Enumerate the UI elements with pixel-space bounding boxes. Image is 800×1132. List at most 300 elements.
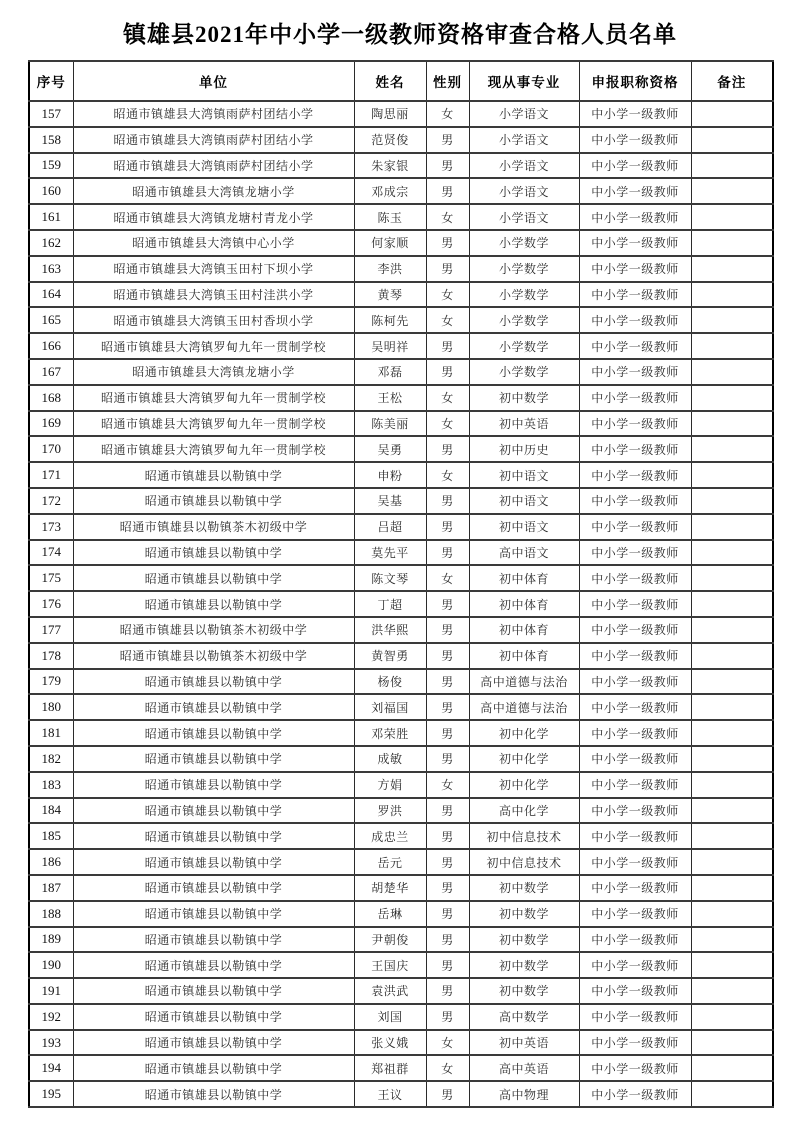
- subject-cell: 高中道德与法治: [469, 669, 579, 695]
- serial-cell: 171: [29, 462, 73, 488]
- header-unit: 单位: [73, 61, 354, 101]
- remark-cell: [691, 411, 773, 437]
- name-cell: 申粉: [354, 462, 426, 488]
- unit-cell: 昭通市镇雄县大湾镇罗甸九年一贯制学校: [73, 333, 354, 359]
- qualification-cell: 中小学一级教师: [579, 385, 691, 411]
- subject-cell: 初中化学: [469, 772, 579, 798]
- table-row: [29, 385, 773, 411]
- subject-cell: 初中化学: [469, 720, 579, 746]
- qualification-cell: 中小学一级教师: [579, 927, 691, 953]
- table-row: [29, 669, 773, 695]
- subject-cell: 初中信息技术: [469, 823, 579, 849]
- unit-cell: 昭通市镇雄县以勒镇中学: [73, 1055, 354, 1081]
- gender-cell: 男: [426, 359, 469, 385]
- serial-cell: 187: [29, 875, 73, 901]
- gender-cell: 女: [426, 462, 469, 488]
- table-row: [29, 875, 773, 901]
- serial-cell: 173: [29, 514, 73, 540]
- gender-cell: 男: [426, 591, 469, 617]
- gender-cell: 男: [426, 256, 469, 282]
- name-cell: 黄琴: [354, 282, 426, 308]
- remark-cell: [691, 617, 773, 643]
- remark-cell: [691, 540, 773, 566]
- unit-cell: 昭通市镇雄县以勒镇中学: [73, 540, 354, 566]
- name-cell: 袁洪武: [354, 978, 426, 1004]
- unit-cell: 昭通市镇雄县以勒镇中学: [73, 1081, 354, 1107]
- table-row: [29, 1030, 773, 1056]
- qualification-cell: 中小学一级教师: [579, 591, 691, 617]
- remark-cell: [691, 488, 773, 514]
- name-cell: 丁超: [354, 591, 426, 617]
- qualification-cell: 中小学一级教师: [579, 1004, 691, 1030]
- gender-cell: 男: [426, 540, 469, 566]
- gender-cell: 男: [426, 643, 469, 669]
- table-row: [29, 101, 773, 127]
- header-row: [29, 61, 773, 101]
- serial-cell: 168: [29, 385, 73, 411]
- unit-cell: 昭通市镇雄县以勒镇茶木初级中学: [73, 617, 354, 643]
- name-cell: 尹朝俊: [354, 927, 426, 953]
- qualification-cell: 中小学一级教师: [579, 359, 691, 385]
- name-cell: 莫先平: [354, 540, 426, 566]
- remark-cell: [691, 1081, 773, 1107]
- table-row: [29, 849, 773, 875]
- table-row: [29, 823, 773, 849]
- gender-cell: 男: [426, 1004, 469, 1030]
- unit-cell: 昭通市镇雄县大湾镇玉田村下坝小学: [73, 256, 354, 282]
- subject-cell: 高中化学: [469, 798, 579, 824]
- remark-cell: [691, 643, 773, 669]
- subject-cell: 小学数学: [469, 256, 579, 282]
- table-row: [29, 204, 773, 230]
- qualification-cell: 中小学一级教师: [579, 307, 691, 333]
- serial-cell: 186: [29, 849, 73, 875]
- unit-cell: 昭通市镇雄县以勒镇中学: [73, 952, 354, 978]
- remark-cell: [691, 669, 773, 695]
- qualification-cell: 中小学一级教师: [579, 746, 691, 772]
- table-row: [29, 333, 773, 359]
- serial-cell: 189: [29, 927, 73, 953]
- table-row: [29, 772, 773, 798]
- unit-cell: 昭通市镇雄县以勒镇中学: [73, 901, 354, 927]
- unit-cell: 昭通市镇雄县以勒镇中学: [73, 849, 354, 875]
- qualification-cell: 中小学一级教师: [579, 720, 691, 746]
- subject-cell: 高中英语: [469, 1055, 579, 1081]
- unit-cell: 昭通市镇雄县以勒镇中学: [73, 720, 354, 746]
- gender-cell: 男: [426, 127, 469, 153]
- qualification-cell: 中小学一级教师: [579, 462, 691, 488]
- unit-cell: 昭通市镇雄县大湾镇雨萨村团结小学: [73, 127, 354, 153]
- qualification-cell: 中小学一级教师: [579, 1030, 691, 1056]
- qualification-cell: 中小学一级教师: [579, 127, 691, 153]
- subject-cell: 初中体育: [469, 617, 579, 643]
- name-cell: 陈玉: [354, 204, 426, 230]
- subject-cell: 小学数学: [469, 359, 579, 385]
- remark-cell: [691, 1055, 773, 1081]
- remark-cell: [691, 230, 773, 256]
- name-cell: 黄智勇: [354, 643, 426, 669]
- unit-cell: 昭通市镇雄县以勒镇中学: [73, 927, 354, 953]
- table-row: [29, 282, 773, 308]
- subject-cell: 高中物理: [469, 1081, 579, 1107]
- subject-cell: 初中体育: [469, 591, 579, 617]
- table-row: [29, 256, 773, 282]
- serial-cell: 184: [29, 798, 73, 824]
- gender-cell: 男: [426, 849, 469, 875]
- gender-cell: 男: [426, 978, 469, 1004]
- subject-cell: 高中语文: [469, 540, 579, 566]
- gender-cell: 男: [426, 669, 469, 695]
- name-cell: 罗洪: [354, 798, 426, 824]
- remark-cell: [691, 1004, 773, 1030]
- qualification-cell: 中小学一级教师: [579, 282, 691, 308]
- unit-cell: 昭通市镇雄县以勒镇中学: [73, 1004, 354, 1030]
- qualification-cell: 中小学一级教师: [579, 333, 691, 359]
- table-row: [29, 230, 773, 256]
- qualification-cell: 中小学一级教师: [579, 823, 691, 849]
- gender-cell: 女: [426, 101, 469, 127]
- serial-cell: 166: [29, 333, 73, 359]
- serial-cell: 192: [29, 1004, 73, 1030]
- unit-cell: 昭通市镇雄县大湾镇龙塘村青龙小学: [73, 204, 354, 230]
- header-gender: 性别: [426, 61, 469, 101]
- unit-cell: 昭通市镇雄县大湾镇玉田村洼洪小学: [73, 282, 354, 308]
- subject-cell: 小学语文: [469, 127, 579, 153]
- qualification-cell: 中小学一级教师: [579, 101, 691, 127]
- serial-cell: 167: [29, 359, 73, 385]
- name-cell: 邓荣胜: [354, 720, 426, 746]
- remark-cell: [691, 307, 773, 333]
- document-title: 镇雄县2021年中小学一级教师资格审查合格人员名单: [123, 22, 677, 47]
- gender-cell: 男: [426, 514, 469, 540]
- qualification-cell: 中小学一级教师: [579, 436, 691, 462]
- qualification-cell: 中小学一级教师: [579, 643, 691, 669]
- table-row: [29, 927, 773, 953]
- unit-cell: 昭通市镇雄县大湾镇雨萨村团结小学: [73, 153, 354, 179]
- serial-cell: 160: [29, 178, 73, 204]
- serial-cell: 164: [29, 282, 73, 308]
- remark-cell: [691, 127, 773, 153]
- subject-cell: 小学数学: [469, 230, 579, 256]
- name-cell: 李洪: [354, 256, 426, 282]
- table-row: [29, 178, 773, 204]
- table-row: [29, 436, 773, 462]
- subject-cell: 小学数学: [469, 282, 579, 308]
- gender-cell: 女: [426, 565, 469, 591]
- name-cell: 吴基: [354, 488, 426, 514]
- remark-cell: [691, 514, 773, 540]
- serial-cell: 165: [29, 307, 73, 333]
- serial-cell: 181: [29, 720, 73, 746]
- header-remark: 备注: [691, 61, 773, 101]
- gender-cell: 男: [426, 617, 469, 643]
- name-cell: 邓成宗: [354, 178, 426, 204]
- subject-cell: 初中数学: [469, 978, 579, 1004]
- serial-cell: 193: [29, 1030, 73, 1056]
- serial-cell: 169: [29, 411, 73, 437]
- serial-cell: 175: [29, 565, 73, 591]
- remark-cell: [691, 772, 773, 798]
- subject-cell: 高中道德与法治: [469, 694, 579, 720]
- name-cell: 王国庆: [354, 952, 426, 978]
- table-row: [29, 952, 773, 978]
- qualification-cell: 中小学一级教师: [579, 1055, 691, 1081]
- serial-cell: 183: [29, 772, 73, 798]
- unit-cell: 昭通市镇雄县大湾镇罗甸九年一贯制学校: [73, 385, 354, 411]
- serial-cell: 178: [29, 643, 73, 669]
- subject-cell: 初中历史: [469, 436, 579, 462]
- unit-cell: 昭通市镇雄县大湾镇雨萨村团结小学: [73, 101, 354, 127]
- unit-cell: 昭通市镇雄县以勒镇中学: [73, 462, 354, 488]
- serial-cell: 185: [29, 823, 73, 849]
- unit-cell: 昭通市镇雄县以勒镇中学: [73, 823, 354, 849]
- gender-cell: 男: [426, 436, 469, 462]
- table-row: [29, 643, 773, 669]
- header-name: 姓名: [354, 61, 426, 101]
- name-cell: 吴勇: [354, 436, 426, 462]
- unit-cell: 昭通市镇雄县大湾镇罗甸九年一贯制学校: [73, 436, 354, 462]
- qualification-cell: 中小学一级教师: [579, 875, 691, 901]
- unit-cell: 昭通市镇雄县大湾镇龙塘小学: [73, 178, 354, 204]
- unit-cell: 昭通市镇雄县以勒镇中学: [73, 488, 354, 514]
- serial-cell: 188: [29, 901, 73, 927]
- subject-cell: 初中语文: [469, 488, 579, 514]
- remark-cell: [691, 823, 773, 849]
- remark-cell: [691, 849, 773, 875]
- remark-cell: [691, 694, 773, 720]
- name-cell: 朱家银: [354, 153, 426, 179]
- qualification-cell: 中小学一级教师: [579, 798, 691, 824]
- qualification-cell: 中小学一级教师: [579, 256, 691, 282]
- unit-cell: 昭通市镇雄县以勒镇中学: [73, 694, 354, 720]
- serial-cell: 190: [29, 952, 73, 978]
- subject-cell: 初中数学: [469, 952, 579, 978]
- gender-cell: 男: [426, 488, 469, 514]
- unit-cell: 昭通市镇雄县以勒镇茶木初级中学: [73, 514, 354, 540]
- unit-cell: 昭通市镇雄县以勒镇中学: [73, 978, 354, 1004]
- gender-cell: 男: [426, 901, 469, 927]
- gender-cell: 女: [426, 772, 469, 798]
- unit-cell: 昭通市镇雄县以勒镇茶木初级中学: [73, 643, 354, 669]
- remark-cell: [691, 952, 773, 978]
- subject-cell: 初中体育: [469, 565, 579, 591]
- header-subject: 现从事专业: [469, 61, 579, 101]
- qualification-cell: 中小学一级教师: [579, 772, 691, 798]
- gender-cell: 男: [426, 230, 469, 256]
- serial-cell: 194: [29, 1055, 73, 1081]
- unit-cell: 昭通市镇雄县大湾镇中心小学: [73, 230, 354, 256]
- roster-table: [28, 60, 774, 1108]
- remark-cell: [691, 798, 773, 824]
- serial-cell: 161: [29, 204, 73, 230]
- subject-cell: 小学语文: [469, 153, 579, 179]
- header-serial: 序号: [29, 61, 73, 101]
- remark-cell: [691, 204, 773, 230]
- subject-cell: 初中语文: [469, 514, 579, 540]
- table-row: [29, 694, 773, 720]
- qualification-cell: 中小学一级教师: [579, 617, 691, 643]
- unit-cell: 昭通市镇雄县大湾镇龙塘小学: [73, 359, 354, 385]
- gender-cell: 女: [426, 1055, 469, 1081]
- unit-cell: 昭通市镇雄县以勒镇中学: [73, 669, 354, 695]
- unit-cell: 昭通市镇雄县以勒镇中学: [73, 565, 354, 591]
- gender-cell: 男: [426, 798, 469, 824]
- name-cell: 岳元: [354, 849, 426, 875]
- remark-cell: [691, 591, 773, 617]
- gender-cell: 男: [426, 746, 469, 772]
- qualification-cell: 中小学一级教师: [579, 1081, 691, 1107]
- name-cell: 陶思丽: [354, 101, 426, 127]
- table-row: [29, 617, 773, 643]
- gender-cell: 男: [426, 694, 469, 720]
- serial-cell: 180: [29, 694, 73, 720]
- table-row: [29, 359, 773, 385]
- table-row: [29, 901, 773, 927]
- table-row: [29, 153, 773, 179]
- unit-cell: 昭通市镇雄县大湾镇罗甸九年一贯制学校: [73, 411, 354, 437]
- qualification-cell: 中小学一级教师: [579, 978, 691, 1004]
- name-cell: 陈柯先: [354, 307, 426, 333]
- unit-cell: 昭通市镇雄县以勒镇中学: [73, 772, 354, 798]
- subject-cell: 初中数学: [469, 875, 579, 901]
- name-cell: 胡楚华: [354, 875, 426, 901]
- remark-cell: [691, 927, 773, 953]
- unit-cell: 昭通市镇雄县以勒镇中学: [73, 798, 354, 824]
- subject-cell: 小学数学: [469, 333, 579, 359]
- remark-cell: [691, 178, 773, 204]
- gender-cell: 女: [426, 385, 469, 411]
- name-cell: 王松: [354, 385, 426, 411]
- subject-cell: 初中数学: [469, 901, 579, 927]
- name-cell: 吕超: [354, 514, 426, 540]
- subject-cell: 初中化学: [469, 746, 579, 772]
- serial-cell: 174: [29, 540, 73, 566]
- serial-cell: 159: [29, 153, 73, 179]
- name-cell: 邓磊: [354, 359, 426, 385]
- name-cell: 方娟: [354, 772, 426, 798]
- table-row: [29, 462, 773, 488]
- serial-cell: 182: [29, 746, 73, 772]
- gender-cell: 男: [426, 927, 469, 953]
- name-cell: 吴明祥: [354, 333, 426, 359]
- subject-cell: 初中英语: [469, 1030, 579, 1056]
- qualification-cell: 中小学一级教师: [579, 669, 691, 695]
- remark-cell: [691, 256, 773, 282]
- gender-cell: 男: [426, 1081, 469, 1107]
- qualification-cell: 中小学一级教师: [579, 514, 691, 540]
- name-cell: 成忠兰: [354, 823, 426, 849]
- table-row: [29, 978, 773, 1004]
- table-row: [29, 1081, 773, 1107]
- serial-cell: 157: [29, 101, 73, 127]
- remark-cell: [691, 153, 773, 179]
- table-row: [29, 720, 773, 746]
- table-row: [29, 565, 773, 591]
- table-row: [29, 540, 773, 566]
- serial-cell: 158: [29, 127, 73, 153]
- name-cell: 范贤俊: [354, 127, 426, 153]
- unit-cell: 昭通市镇雄县以勒镇中学: [73, 875, 354, 901]
- serial-cell: 172: [29, 488, 73, 514]
- name-cell: 刘福国: [354, 694, 426, 720]
- gender-cell: 男: [426, 823, 469, 849]
- header-qualification: 申报职称资格: [579, 61, 691, 101]
- gender-cell: 女: [426, 1030, 469, 1056]
- subject-cell: 小学数学: [469, 307, 579, 333]
- qualification-cell: 中小学一级教师: [579, 230, 691, 256]
- remark-cell: [691, 282, 773, 308]
- subject-cell: 初中语文: [469, 462, 579, 488]
- serial-cell: 195: [29, 1081, 73, 1107]
- table-row: [29, 307, 773, 333]
- remark-cell: [691, 978, 773, 1004]
- table-row: [29, 1004, 773, 1030]
- table-row: [29, 411, 773, 437]
- subject-cell: 初中数学: [469, 927, 579, 953]
- remark-cell: [691, 720, 773, 746]
- name-cell: 王议: [354, 1081, 426, 1107]
- name-cell: 洪华熙: [354, 617, 426, 643]
- remark-cell: [691, 101, 773, 127]
- serial-cell: 162: [29, 230, 73, 256]
- gender-cell: 女: [426, 307, 469, 333]
- remark-cell: [691, 875, 773, 901]
- qualification-cell: 中小学一级教师: [579, 952, 691, 978]
- remark-cell: [691, 565, 773, 591]
- serial-cell: 163: [29, 256, 73, 282]
- gender-cell: 男: [426, 720, 469, 746]
- qualification-cell: 中小学一级教师: [579, 565, 691, 591]
- remark-cell: [691, 436, 773, 462]
- table-row: [29, 488, 773, 514]
- remark-cell: [691, 359, 773, 385]
- gender-cell: 女: [426, 204, 469, 230]
- name-cell: 杨俊: [354, 669, 426, 695]
- subject-cell: 小学语文: [469, 204, 579, 230]
- unit-cell: 昭通市镇雄县以勒镇中学: [73, 746, 354, 772]
- remark-cell: [691, 462, 773, 488]
- qualification-cell: 中小学一级教师: [579, 178, 691, 204]
- gender-cell: 女: [426, 282, 469, 308]
- remark-cell: [691, 1030, 773, 1056]
- name-cell: 何家顺: [354, 230, 426, 256]
- subject-cell: 初中数学: [469, 385, 579, 411]
- table-row: [29, 591, 773, 617]
- subject-cell: 高中数学: [469, 1004, 579, 1030]
- remark-cell: [691, 385, 773, 411]
- subject-cell: 小学语文: [469, 101, 579, 127]
- name-cell: 陈美丽: [354, 411, 426, 437]
- qualification-cell: 中小学一级教师: [579, 901, 691, 927]
- subject-cell: 初中英语: [469, 411, 579, 437]
- qualification-cell: 中小学一级教师: [579, 204, 691, 230]
- qualification-cell: 中小学一级教师: [579, 849, 691, 875]
- subject-cell: 初中体育: [469, 643, 579, 669]
- gender-cell: 女: [426, 411, 469, 437]
- name-cell: 刘国: [354, 1004, 426, 1030]
- serial-cell: 170: [29, 436, 73, 462]
- serial-cell: 176: [29, 591, 73, 617]
- table-row: [29, 127, 773, 153]
- qualification-cell: 中小学一级教师: [579, 411, 691, 437]
- subject-cell: 初中信息技术: [469, 849, 579, 875]
- unit-cell: 昭通市镇雄县以勒镇中学: [73, 1030, 354, 1056]
- serial-cell: 179: [29, 669, 73, 695]
- unit-cell: 昭通市镇雄县以勒镇中学: [73, 591, 354, 617]
- remark-cell: [691, 901, 773, 927]
- name-cell: 岳琳: [354, 901, 426, 927]
- name-cell: 郑祖群: [354, 1055, 426, 1081]
